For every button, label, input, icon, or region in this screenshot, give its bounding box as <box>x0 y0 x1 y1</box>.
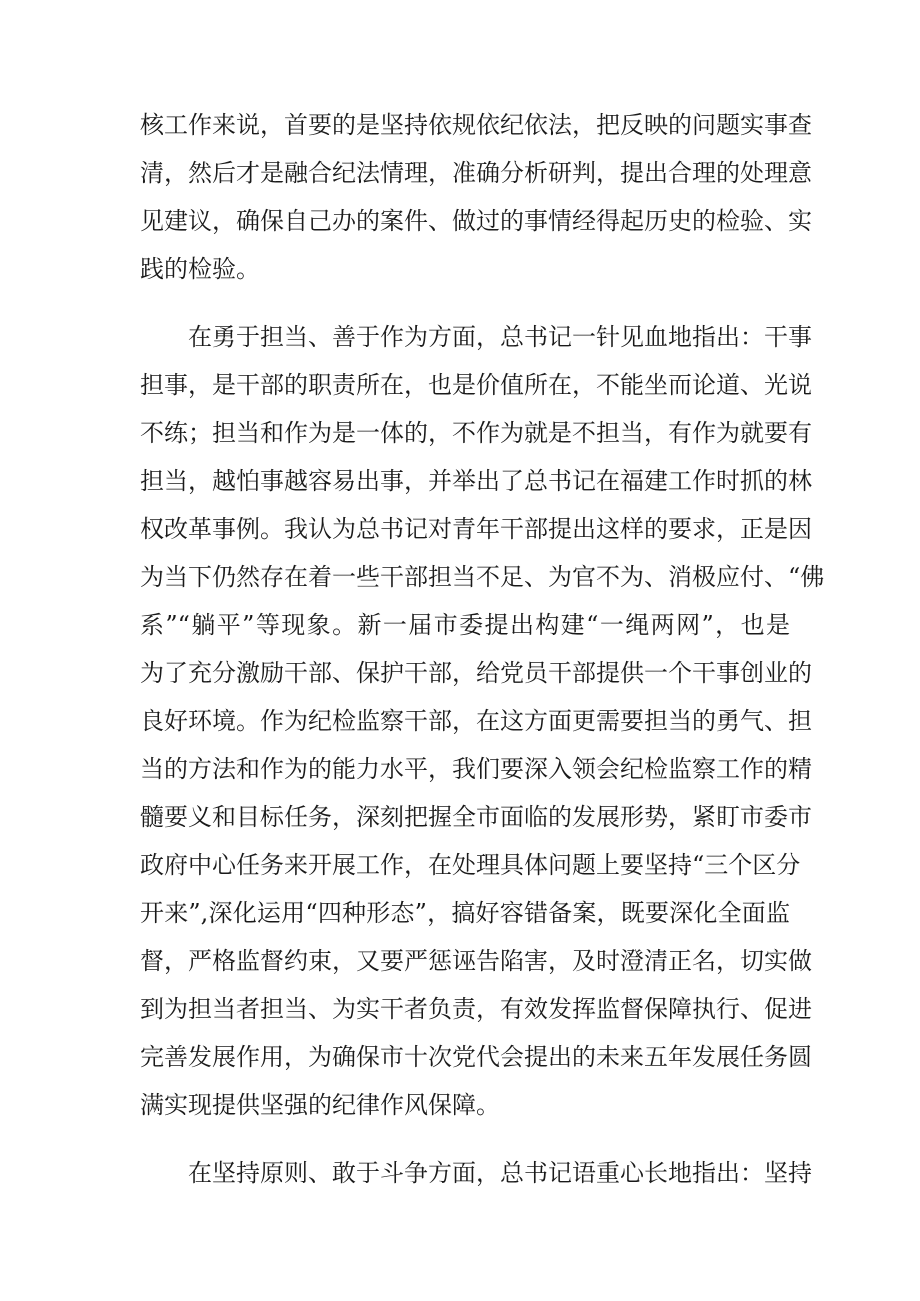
text-line: 满实现提供坚强的纪律作风保障。 <box>140 1091 500 1119</box>
paragraph-gap <box>140 293 790 313</box>
text-line: 在勇于担当、善于作为方面，总书记一针见血地指出：干事 <box>188 323 812 351</box>
text-line: 督，严格监督约束，又要严惩诬告陷害，及时澄清正名，切实做 <box>140 947 812 975</box>
text-line: 担当，越怕事越容易出事，并举出了总书记在福建工作时抓的林 <box>140 467 812 495</box>
text-line: 政府中心任务来开展工作，在处理具体问题上要坚持“三个区分 <box>140 851 801 879</box>
text-line: 不练；担当和作为是一体的，不作为就是不担当，有作为就要有 <box>140 419 812 447</box>
text-line: 髓要义和目标任务，深刻把握全市面临的发展形势，紧盯市委市 <box>140 803 812 831</box>
text-line: 见建议，确保自己办的案件、做过的事情经得起历史的检验、实 <box>140 207 812 235</box>
text-line: 为了充分激励干部、保护干部，给党员干部提供一个干事创业的 <box>140 659 812 687</box>
text-line: 清，然后才是融合纪法情理，准确分析研判，提出合理的处理意 <box>140 159 812 187</box>
text-line: 系”“躺平”等现象。新一届市委提出构建“一绳两网”，也是 <box>140 611 790 639</box>
text-line: 在坚持原则、敢于斗争方面，总书记语重心长地指出：坚持 <box>188 1159 812 1187</box>
text-line: 为当下仍然存在着一些干部担当不足、为官不为、消极应付、“佛 <box>140 563 825 591</box>
paragraph-courage-to-act <box>140 313 825 1129</box>
paragraph-gap <box>140 1129 790 1149</box>
text-line: 核工作来说，首要的是坚持依规依纪依法，把反映的问题实事查 <box>140 111 812 139</box>
text-line: 到为担当者担当、为实干者负责，有效发挥监督保障执行、促进 <box>140 995 812 1023</box>
paragraph-adhere-to-principles <box>140 1149 812 1197</box>
paragraph-continuation <box>140 101 812 293</box>
document-body <box>140 101 825 1197</box>
text-line: 良好环境。作为纪检监察干部，在这方面更需要担当的勇气、担 <box>140 707 812 735</box>
text-line: 践的检验。 <box>140 255 260 283</box>
text-line: 当的方法和作为的能力水平，我们要深入领会纪检监察工作的精 <box>140 755 812 783</box>
text-line: 开来”,深化运用“四种形态”，搞好容错备案，既要深化全面监 <box>140 899 790 927</box>
text-line: 权改革事例。我认为总书记对青年干部提出这样的要求，正是因 <box>140 515 812 543</box>
text-line: 完善发展作用，为确保市十次党代会提出的未来五年发展任务圆 <box>140 1043 812 1071</box>
text-line: 担事，是干部的职责所在，也是价值所在，不能坐而论道、光说 <box>140 371 812 399</box>
